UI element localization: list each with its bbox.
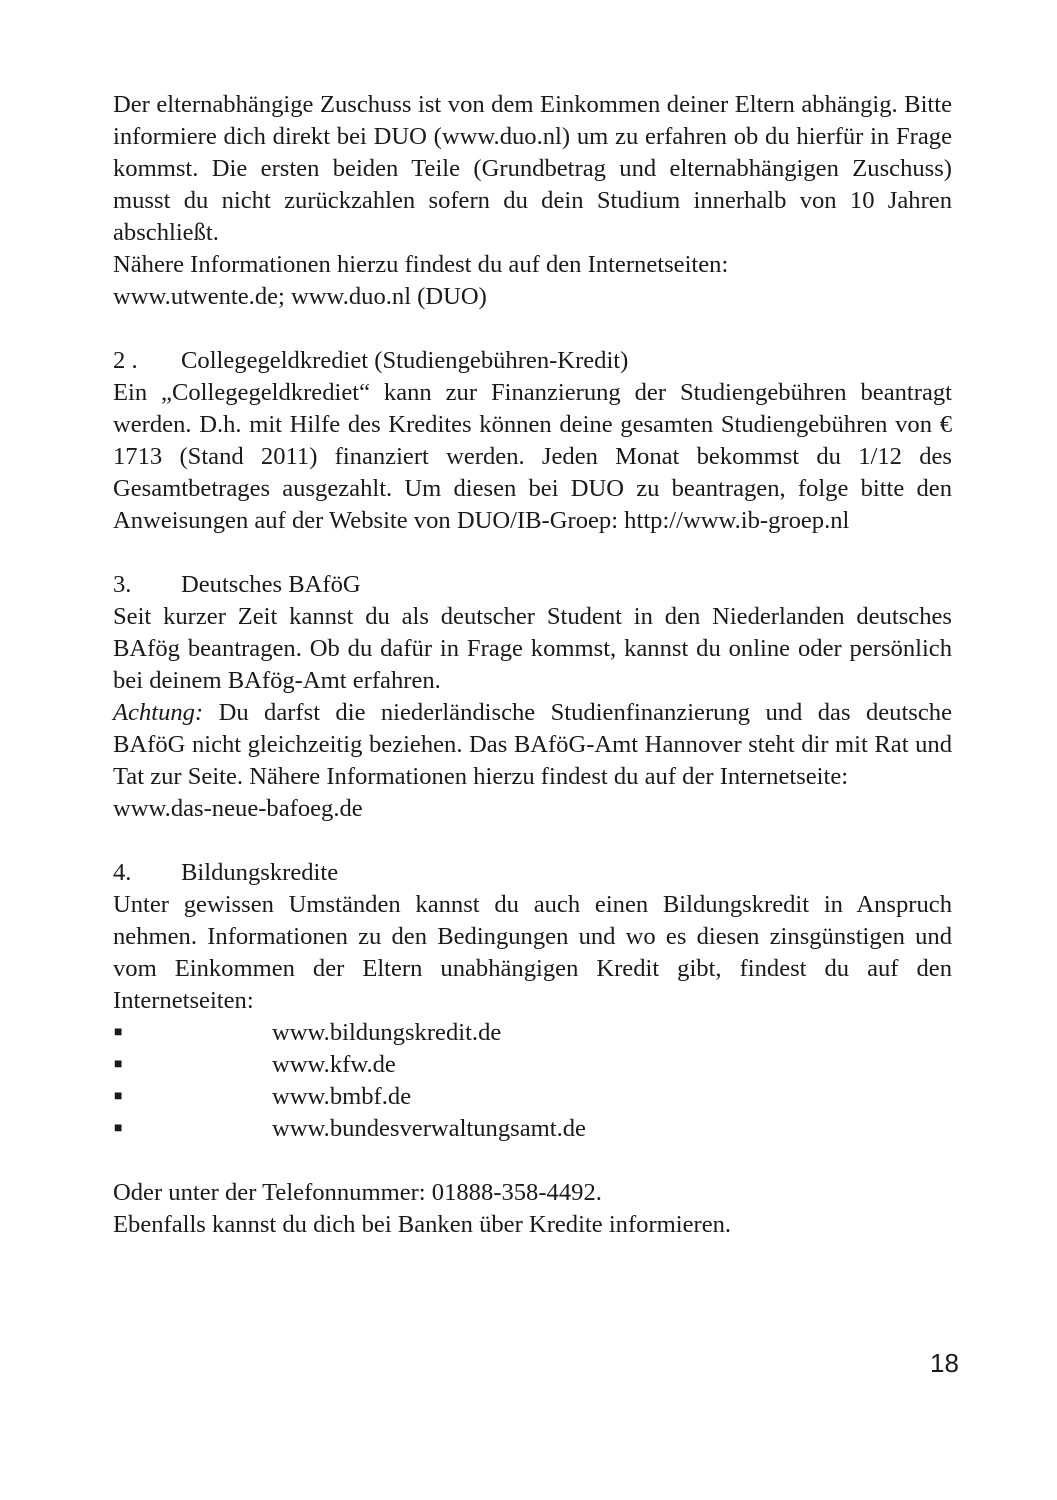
page-number: 18 <box>930 1348 959 1378</box>
bullet-icon: ■ <box>114 1089 123 1104</box>
section-2-heading <box>113 345 952 377</box>
document-body <box>113 89 952 1241</box>
list-item-link: www.bmbf.de <box>272 1083 412 1110</box>
closing-phone-line: Oder unter der Telefonnummer: 01888-358-4492. <box>113 1179 602 1206</box>
section-4-body: Unter gewissen Umständen kannst du auch einen Bildungskredit in Anspruch nehmen. Informationen zu den Bedingungen und wo es diesen zinsgünstigen und vom Einkommen der Eltern unabhängigen Kredit gibt, findest du auf den Internetseiten: <box>113 891 952 1014</box>
section-4-title: Bildungskredite <box>181 859 339 886</box>
section-4-number: 4. <box>113 859 132 886</box>
section-2-body: Ein „Collegegeldkrediet“ kann zur Finanzierung der Studiengebühren beantragt werden. D.h. mit Hilfe des Kredites können deine gesamten Studiengebühren von € 1713 (Stand 2011) finanziert werden. Jeden Monat bekommst du 1/12 des Gesamtbetrages ausgezahlt. Um diesen bei DUO zu beantragen, folge bitte den Anweisungen auf der Website von DUO/IB-Groep: http://www.ib-groep.nl <box>113 379 952 534</box>
bullet-icon: ■ <box>114 1121 123 1136</box>
list-item-link: www.bildungskredit.de <box>272 1019 502 1046</box>
spacer <box>113 537 952 569</box>
list-item <box>113 1113 952 1145</box>
section-3-title: Deutsches BAföG <box>181 571 361 598</box>
section-2-number: 2 . <box>113 347 138 374</box>
link-list <box>113 1017 952 1145</box>
section-3-heading <box>113 569 952 601</box>
section-4-heading <box>113 857 952 889</box>
intro-paragraph: Der elternabhängige Zuschuss ist von dem Einkommen deiner Eltern abhängig. Bitte informiere dich direkt bei DUO (www.duo.nl) um zu erfahren ob du hierfür in Frage kommst. Die ersten beiden Teile (Grundbetrag und elternabhängigen Zuschuss) musst du nicht zurückzahlen sofern du dein Studium innerhalb von 10 Jahren abschließt. <box>113 91 952 246</box>
list-item <box>113 1081 952 1113</box>
bullet-icon: ■ <box>114 1057 123 1072</box>
section-3-note-text: Du darfst die niederländische Studienfinanzierung und das deutsche BAföG nicht gleichzeitig beziehen. Das BAföG-Amt Hannover steht dir mit Rat und Tat zur Seite. Nähere Informationen hierzu findest du auf der Internetseite: <box>113 699 952 790</box>
spacer <box>113 1145 952 1177</box>
section-2-title: Collegegeldkrediet (Studiengebühren-Kredit) <box>181 347 629 374</box>
section-3-number: 3. <box>113 571 132 598</box>
list-item <box>113 1049 952 1081</box>
list-item-link: www.bundesverwaltungsamt.de <box>272 1115 586 1142</box>
section-3-body: Seit kurzer Zeit kannst du als deutscher Student in den Niederlanden deutsches BAfög beantragen. Ob du dafür in Frage kommst, kannst du online oder persönlich bei deinem BAfög-Amt erfahren. <box>113 603 952 694</box>
list-item-link: www.kfw.de <box>272 1051 396 1078</box>
intro-links-line: www.utwente.de; www.duo.nl (DUO) <box>113 283 487 310</box>
spacer <box>113 825 952 857</box>
closing-banks-line: Ebenfalls kannst du dich bei Banken über Kredite informieren. <box>113 1211 732 1238</box>
section-3-note-label: Achtung: <box>113 699 204 726</box>
spacer <box>113 313 952 345</box>
list-item <box>113 1017 952 1049</box>
bullet-icon: ■ <box>114 1025 123 1040</box>
section-3-note <box>113 697 952 793</box>
section-3-link: www.das-neue-bafoeg.de <box>113 795 363 822</box>
intro-info-line: Nähere Informationen hierzu findest du auf den Internetseiten: <box>113 251 729 278</box>
